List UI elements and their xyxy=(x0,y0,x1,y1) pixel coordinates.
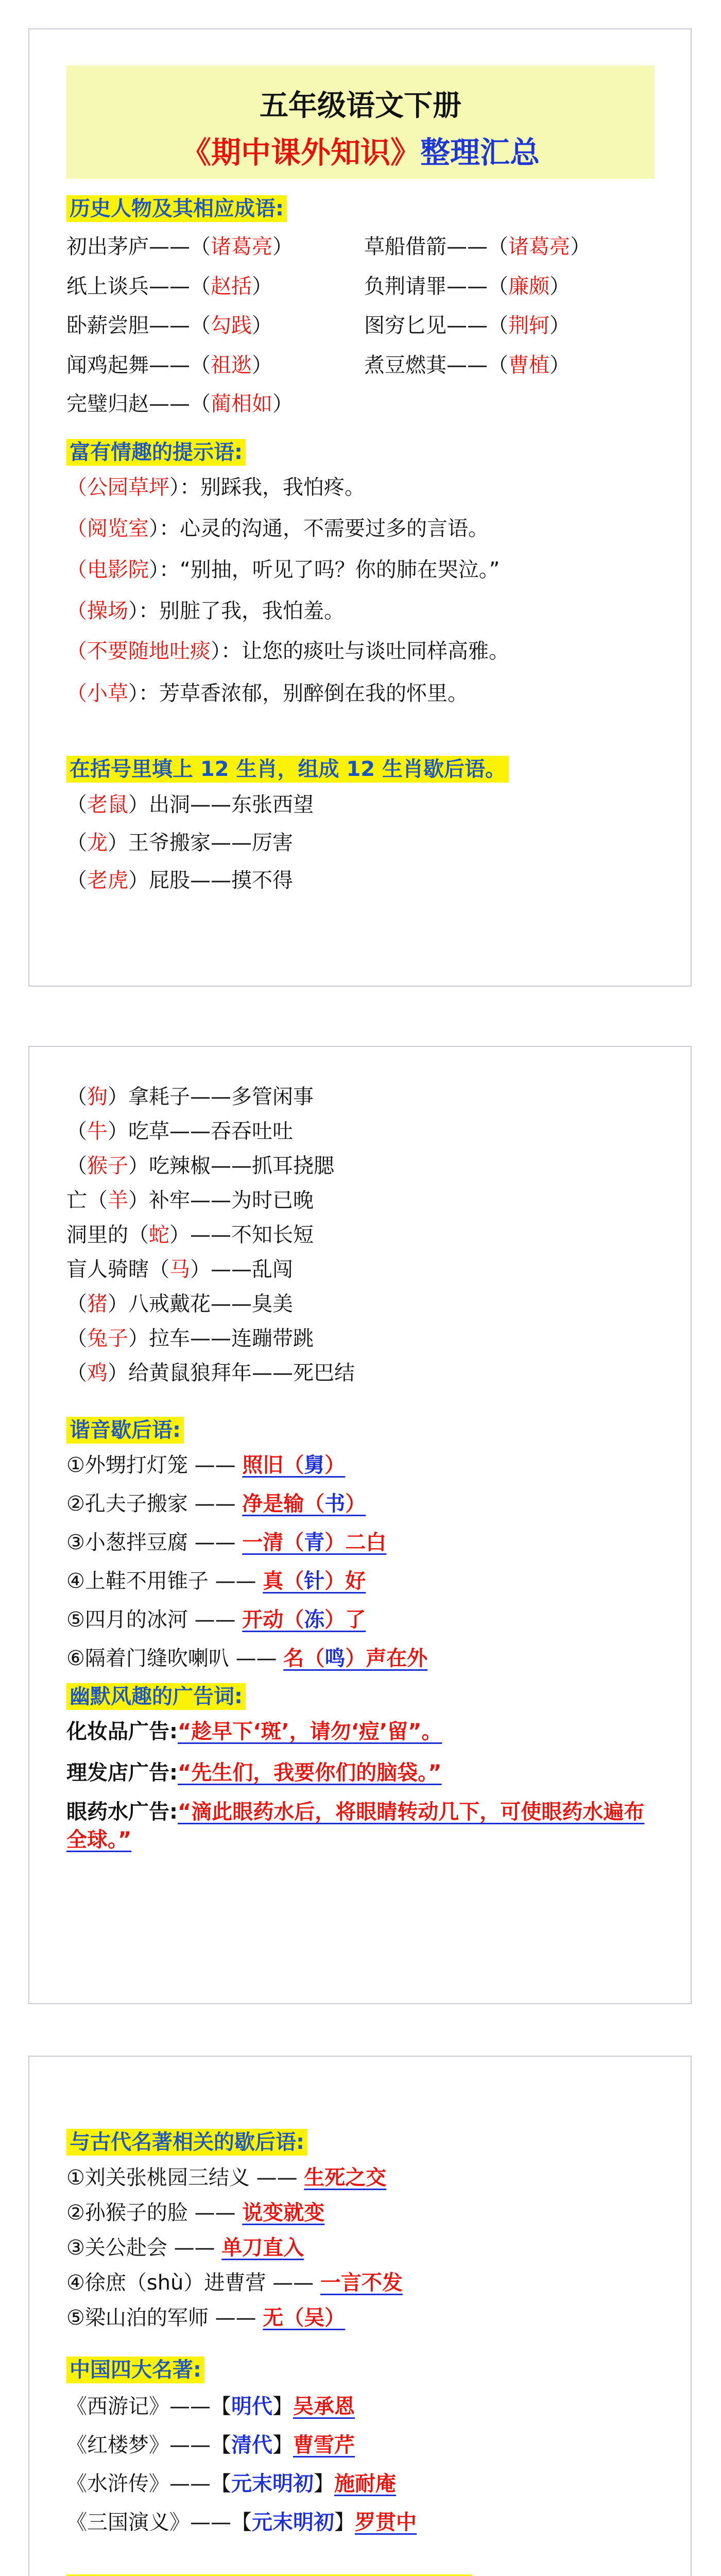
title-banner xyxy=(66,65,655,179)
classic-book-item xyxy=(66,2393,355,2420)
idiom-row-right xyxy=(364,273,570,300)
xiehouyu-question: ①刘关张桃园三结义 —— xyxy=(66,2166,298,2190)
spacer xyxy=(236,1492,243,1516)
book-dynasty: 元末明初 xyxy=(231,2472,314,2496)
book-dynasty: 清代 xyxy=(231,2433,272,2457)
homophone-item xyxy=(66,1606,366,1634)
zodiac-post: ）拉车——连蹦带跳 xyxy=(128,1327,314,1350)
idiom-close: ） xyxy=(272,235,293,259)
homophone-question: ⑤四月的冰河 —— xyxy=(66,1608,236,1632)
zodiac-pre: （ xyxy=(66,793,87,817)
idiom-row-right xyxy=(364,312,570,340)
xiehouyu-question: ④徐庶（shù）进曹营 —— xyxy=(66,2271,314,2295)
homophone-question: ①外甥打灯笼 —— xyxy=(66,1453,236,1477)
homophone-item xyxy=(66,1567,366,1595)
subtitle-red: 《期中课外知识》 xyxy=(181,135,420,170)
classic-xiehouyu-item xyxy=(66,2199,324,2227)
idiom-text: 负荆请罪——（ xyxy=(364,275,508,298)
idiom-close: ） xyxy=(550,275,570,298)
homophone-answer xyxy=(242,1531,386,1554)
idiom-close: ） xyxy=(252,353,272,377)
person-name: 蔺相如 xyxy=(211,392,272,416)
zodiac-pre: 盲人骑瞎（ xyxy=(66,1258,169,1281)
zodiac-pre: （ xyxy=(66,831,87,855)
book-title: 《水浒传》——【 xyxy=(66,2472,231,2496)
person-name: 诸葛亮 xyxy=(508,235,570,259)
homophone-question: ③小葱拌豆腐 —— xyxy=(66,1531,236,1554)
open-paren: （ xyxy=(66,517,87,540)
person-name: 曹植 xyxy=(508,353,550,377)
sign-place: 阅览室 xyxy=(87,517,149,540)
zodiac-animal: 老鼠 xyxy=(87,793,128,817)
answer-part: 照旧（ xyxy=(242,1453,304,1477)
section-heading-signs: 富有情趣的提示语: xyxy=(66,439,246,466)
answer-homophone: 舅 xyxy=(304,1453,325,1477)
homophone-question: ②孔夫子搬家 —— xyxy=(66,1492,236,1516)
xiehouyu-answer: 无（吴） xyxy=(263,2306,346,2330)
open-paren: （ xyxy=(66,682,87,705)
book-title: 《西游记》——【 xyxy=(66,2395,231,2418)
open-paren: （ xyxy=(66,476,87,499)
idiom-text: 完璧归赵——（ xyxy=(66,392,211,416)
xiehouyu-answer: 说变就变 xyxy=(242,2201,325,2225)
zodiac-animal: 狗 xyxy=(87,1085,108,1109)
sign-place: 不要随地吐痰 xyxy=(87,639,211,663)
zodiac-post: ）——不知长短 xyxy=(169,1223,314,1247)
idiom-text: 图穷匕见——（ xyxy=(364,314,508,337)
homophone-item xyxy=(66,1529,386,1556)
answer-part: ） xyxy=(345,1492,366,1516)
zodiac-item xyxy=(66,1117,293,1145)
section-heading-classics-xiehouyu: 与古代名著相关的歇后语: xyxy=(66,2129,307,2156)
xiehouyu-answer: 一言不发 xyxy=(320,2271,403,2295)
homophone-answer xyxy=(242,1608,366,1632)
zodiac-post: ）出洞——东张西望 xyxy=(128,793,314,817)
idiom-close: ） xyxy=(550,353,570,377)
book-bracket: 】 xyxy=(272,2395,293,2418)
open-paren: （ xyxy=(66,558,87,582)
zodiac-animal: 羊 xyxy=(108,1189,128,1212)
classic-xiehouyu-item xyxy=(66,2304,345,2332)
ad-slogan: “先生们，我要你们的脑袋。” xyxy=(178,1761,442,1785)
ad-item xyxy=(66,1718,442,1745)
answer-part: ）声在外 xyxy=(345,1647,428,1670)
answer-part: ）了 xyxy=(324,1608,366,1632)
book-title: 《红楼梦》——【 xyxy=(66,2433,231,2457)
answer-part: ）二白 xyxy=(324,1531,387,1554)
sign-place: 公园草坪 xyxy=(87,476,169,499)
zodiac-item xyxy=(66,829,293,857)
idiom-close: ） xyxy=(252,275,272,298)
sign-item xyxy=(66,515,489,543)
zodiac-item xyxy=(66,1290,293,1318)
homophone-answer xyxy=(242,1453,345,1477)
zodiac-pre: （ xyxy=(66,869,87,892)
book-bracket: 】 xyxy=(314,2472,334,2496)
zodiac-post: ）吃草——吞吞吐吐 xyxy=(108,1120,293,1143)
ad-item xyxy=(66,1798,664,1854)
zodiac-pre: （ xyxy=(66,1154,87,1178)
idiom-text: 卧薪尝胆——（ xyxy=(66,314,211,337)
homophone-answer xyxy=(242,1492,366,1516)
sign-item xyxy=(66,597,345,625)
sign-item xyxy=(66,680,468,707)
zodiac-animal: 老虎 xyxy=(87,869,128,892)
sign-place: 操场 xyxy=(87,599,128,623)
zodiac-post: ）补牢——为时已晚 xyxy=(128,1189,314,1212)
spacer xyxy=(256,1569,263,1593)
idiom-close: ） xyxy=(550,314,570,337)
open-paren: （ xyxy=(66,639,87,663)
homophone-answer xyxy=(263,1569,366,1593)
zodiac-item xyxy=(66,791,314,819)
person-name: 勾践 xyxy=(211,314,252,337)
person-name: 荆轲 xyxy=(508,314,550,337)
page-card-1 xyxy=(28,28,692,987)
idiom-text: 草船借箭——（ xyxy=(364,235,508,259)
answer-part: 名（ xyxy=(283,1647,325,1670)
zodiac-post: ）给黄鼠狼拜年——死巴结 xyxy=(108,1361,355,1385)
spacer xyxy=(236,1531,243,1554)
homophone-answer xyxy=(283,1647,427,1670)
idiom-text: 初出茅庐——（ xyxy=(66,235,211,259)
spacer xyxy=(314,2271,320,2295)
zodiac-item xyxy=(66,1359,355,1387)
sign-text: ）：让您的痰吐与谈吐同样高雅。 xyxy=(211,639,509,663)
zodiac-pre: （ xyxy=(66,1085,87,1109)
page-card-2 xyxy=(28,1046,692,2004)
ad-label: 眼药水广告: xyxy=(66,1800,178,1824)
sign-text: ）：心灵的沟通，不需要过多的言语。 xyxy=(149,517,489,540)
page-card-3 xyxy=(28,2056,692,2576)
idiom-close: ） xyxy=(252,314,272,337)
zodiac-item xyxy=(66,1152,334,1180)
idiom-text: 纸上谈兵——（ xyxy=(66,275,211,298)
zodiac-animal: 牛 xyxy=(87,1120,108,1143)
classic-book-item xyxy=(66,2431,355,2459)
zodiac-post: ）——乱闯 xyxy=(190,1258,293,1281)
ad-slogan: “趁早下‘斑’，请勿‘痘’留”。 xyxy=(178,1720,442,1743)
classic-xiehouyu-item xyxy=(66,2234,304,2262)
homophone-item xyxy=(66,1451,345,1479)
sign-item xyxy=(66,637,509,665)
zodiac-pre: 亡（ xyxy=(66,1189,108,1212)
xiehouyu-question: ③关公赴会 —— xyxy=(66,2236,215,2260)
book-author: 吴承恩 xyxy=(293,2395,355,2418)
idiom-close: ） xyxy=(570,235,591,259)
answer-homophone: 鸣 xyxy=(324,1647,346,1670)
idiom-row-left xyxy=(66,233,293,261)
answer-part: 开动（ xyxy=(242,1608,304,1632)
sign-place: 小草 xyxy=(87,682,128,705)
person-name: 祖逖 xyxy=(211,353,252,377)
classic-xiehouyu-item xyxy=(66,2164,386,2192)
idiom-text: 煮豆燃萁——（ xyxy=(364,353,508,377)
ad-label: 理发店广告: xyxy=(66,1761,178,1785)
answer-part: 真（ xyxy=(263,1569,304,1593)
xiehouyu-question: ⑤梁山泊的军师 —— xyxy=(66,2306,256,2330)
zodiac-item xyxy=(66,1221,314,1249)
idiom-close: ） xyxy=(272,392,293,416)
person-name: 诸葛亮 xyxy=(211,235,272,259)
answer-part: ） xyxy=(324,1453,346,1477)
classic-book-item xyxy=(66,2470,396,2498)
zodiac-animal: 猴子 xyxy=(87,1154,128,1178)
zodiac-item xyxy=(66,1256,293,1283)
idiom-row-left xyxy=(66,312,272,340)
homophone-item xyxy=(66,1645,427,1672)
sign-item xyxy=(66,556,500,584)
sign-text: ）：别脏了我，我怕羞。 xyxy=(128,599,345,623)
xiehouyu-answer: 单刀直入 xyxy=(221,2236,304,2260)
book-bracket: 】 xyxy=(334,2511,355,2534)
sign-text: ）：“别抽，听见了吗？你的肺在哭泣。” xyxy=(149,558,500,582)
zodiac-animal: 马 xyxy=(169,1258,190,1281)
idiom-row-left xyxy=(66,390,293,418)
spacer xyxy=(215,2236,222,2260)
zodiac-item xyxy=(66,1187,314,1214)
answer-part: 净是输（ xyxy=(242,1492,325,1516)
zodiac-animal: 龙 xyxy=(87,831,108,855)
person-name: 赵括 xyxy=(211,275,252,298)
idiom-row-left xyxy=(66,273,272,300)
book-bracket: 】 xyxy=(272,2433,293,2457)
idiom-row-left xyxy=(66,351,272,379)
xiehouyu-answer: 生死之交 xyxy=(304,2166,387,2190)
zodiac-pre: （ xyxy=(66,1327,87,1350)
section-heading-zodiac: 在括号里填上 12 生肖，组成 12 生肖歇后语。 xyxy=(66,756,509,783)
zodiac-post: ）屁股——摸不得 xyxy=(128,869,293,892)
book-author: 罗贯中 xyxy=(355,2511,417,2534)
book-dynasty: 元末明初 xyxy=(252,2511,334,2534)
answer-homophone: 青 xyxy=(304,1531,325,1554)
spacer xyxy=(236,1453,243,1477)
zodiac-item xyxy=(66,867,293,894)
zodiac-pre: （ xyxy=(66,1292,87,1316)
homophone-item xyxy=(66,1490,366,1518)
ad-label: 化妆品广告: xyxy=(66,1720,178,1743)
spacer xyxy=(236,1608,243,1632)
classic-xiehouyu-item xyxy=(66,2269,403,2297)
zodiac-animal: 蛇 xyxy=(149,1223,169,1247)
zodiac-post: ）王爷搬家——厉害 xyxy=(108,831,293,855)
section-heading-ads: 幽默风趣的广告词: xyxy=(66,1683,246,1710)
open-paren: （ xyxy=(66,599,87,623)
answer-homophone: 针 xyxy=(304,1569,325,1593)
idiom-text: 闻鸡起舞——（ xyxy=(66,353,211,377)
subtitle-blue: 整理汇总 xyxy=(420,135,540,170)
classic-book-item xyxy=(66,2509,417,2536)
zodiac-animal: 猪 xyxy=(87,1292,108,1316)
zodiac-animal: 鸡 xyxy=(87,1361,108,1385)
zodiac-post: ）拿耗子——多管闲事 xyxy=(108,1085,314,1109)
homophone-question: ⑥隔着门缝吹喇叭 —— xyxy=(66,1647,277,1670)
zodiac-pre: 洞里的（ xyxy=(66,1223,149,1247)
answer-homophone: 书 xyxy=(324,1492,346,1516)
section-heading-history: 历史人物及其相应成语: xyxy=(66,195,287,222)
xiehouyu-question: ②孙猴子的脸 —— xyxy=(66,2201,236,2225)
spacer xyxy=(236,2201,243,2225)
book-author: 曹雪芹 xyxy=(293,2433,355,2457)
person-name: 廉颇 xyxy=(508,275,550,298)
book-dynasty: 明代 xyxy=(231,2395,272,2418)
zodiac-pre: （ xyxy=(66,1361,87,1385)
zodiac-item xyxy=(66,1083,314,1111)
section-heading-four-classics: 中国四大名著: xyxy=(66,2357,204,2383)
zodiac-post: ）吃辣椒——抓耳挠腮 xyxy=(128,1154,334,1178)
page-title: 五年级语文下册 xyxy=(260,89,461,123)
book-author: 施耐庵 xyxy=(334,2472,396,2496)
ad-item xyxy=(66,1759,442,1787)
ad-slogan: “滴此眼药水后，将眼睛转动几下，可使眼药水遍布全球。” xyxy=(66,1800,645,1852)
zodiac-item xyxy=(66,1325,314,1352)
spacer xyxy=(298,2166,304,2190)
homophone-question: ④上鞋不用锥子 —— xyxy=(66,1569,256,1593)
sign-text: ）：别踩我，我怕疼。 xyxy=(169,476,365,499)
zodiac-pre: （ xyxy=(66,1120,87,1143)
answer-homophone: 冻 xyxy=(304,1608,325,1632)
page-subtitle xyxy=(66,128,655,172)
spacer xyxy=(256,2306,263,2330)
spacer xyxy=(277,1647,284,1670)
idiom-row-right xyxy=(364,351,570,379)
book-title: 《三国演义》——【 xyxy=(66,2511,252,2534)
answer-part: ）好 xyxy=(324,1569,366,1593)
sign-place: 电影院 xyxy=(87,558,149,582)
sign-text: ）：芳草香浓郁，别醉倒在我的怀里。 xyxy=(128,682,468,705)
answer-part: 一清（ xyxy=(242,1531,304,1554)
zodiac-animal: 兔子 xyxy=(87,1327,128,1350)
section-heading-homophone: 谐音歇后语: xyxy=(66,1417,184,1444)
idiom-row-right xyxy=(364,233,591,261)
zodiac-post: ）八戒戴花——臭美 xyxy=(108,1292,293,1316)
sign-item xyxy=(66,473,365,501)
